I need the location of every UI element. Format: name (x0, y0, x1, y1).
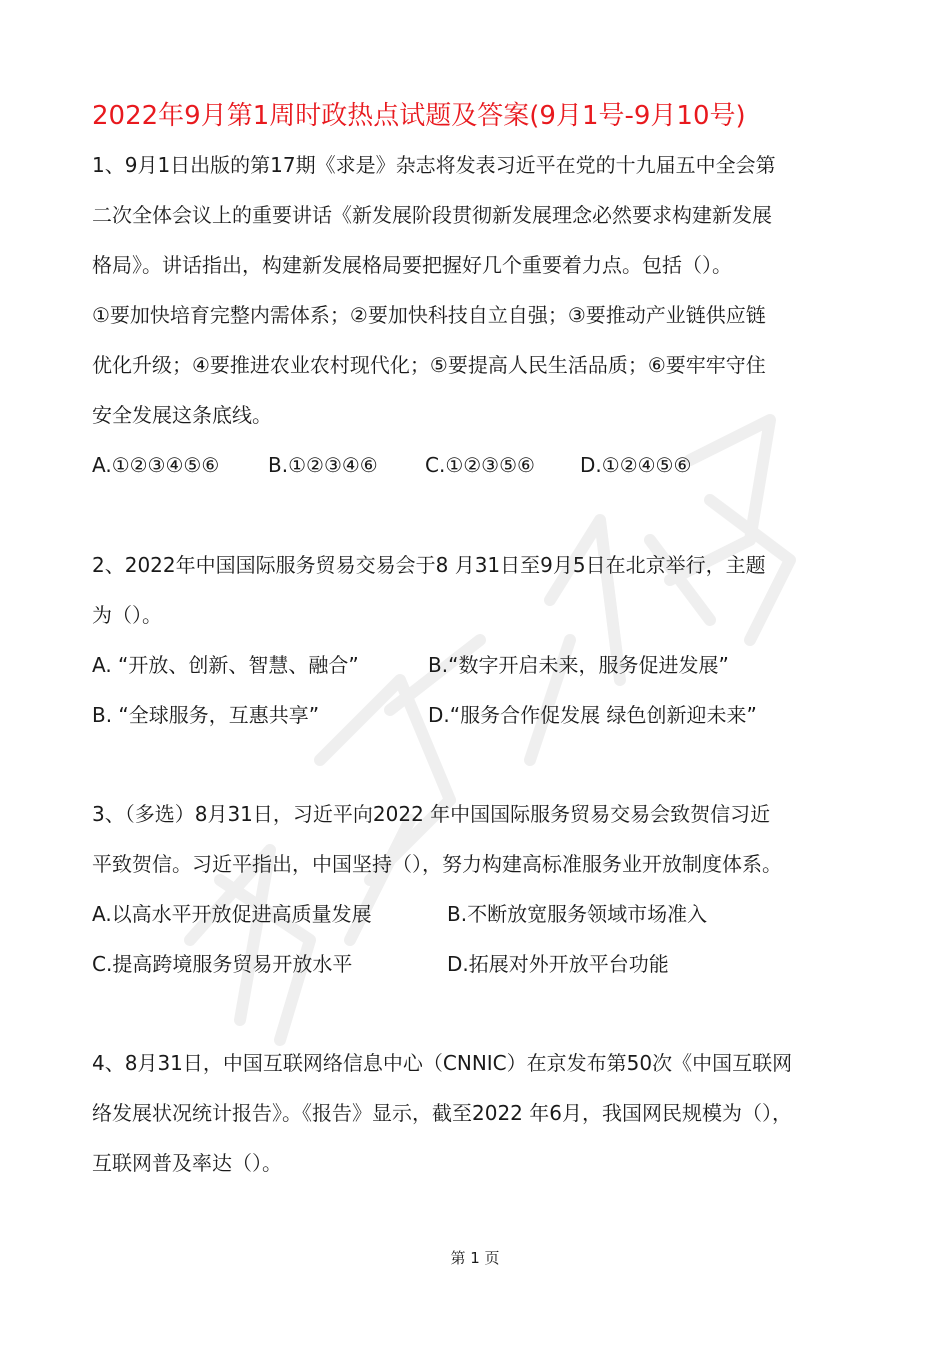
question-3-line-1: 3、（多选）8月31日，习近平向2022 年中国国际服务贸易交易会致贺信习近 (92, 802, 771, 826)
question-4-line-2: 络发展状况统计报告》。《报告》显示，截至2022 年6月，我国网民规模为（）， (92, 1101, 792, 1125)
question-1-line-5: 优化升级；④要推进农业农村现代化；⑤要提高人民生活品质；⑥要牢牢守住 (92, 353, 766, 377)
question-4-line-3: 互联网普及率达（）。 (92, 1151, 282, 1175)
question-3-option-b: B.不断放宽服务领域市场准入 (447, 902, 708, 926)
question-2-option-a: A. “开放、创新、智慧、融合” (92, 653, 359, 677)
question-1-option-d: D.①②④⑤⑥ (580, 453, 692, 477)
question-1-option-c: C.①②③⑤⑥ (425, 453, 535, 477)
question-2-option-c: B. “全球服务，互惠共享” (92, 703, 320, 727)
question-2-option-d: D.“服务合作促发展 绿色创新迎未来” (428, 703, 757, 727)
page-number: 第 1 页 (450, 1249, 500, 1267)
question-2-line-2: 为（）。 (92, 603, 162, 627)
question-1-line-3: 格局》。讲话指出，构建新发展格局要把握好几个重要着力点。包括（）。 (92, 253, 732, 277)
question-3-option-d: D.拓展对外开放平台功能 (447, 952, 669, 976)
page-title: 2022年9月第1周时政热点试题及答案(9月1号-9月10号) (92, 101, 746, 131)
question-3-option-c: C.提高跨境服务贸易开放水平 (92, 952, 353, 976)
question-2-option-b: B.“数字开启未来，服务促进发展” (428, 653, 729, 677)
question-3-line-2: 平致贺信。习近平指出，中国坚持（），努力构建高标准服务业开放制度体系。 (92, 852, 782, 876)
question-1-line-4: ①要加快培育完整内需体系；②要加快科技自立自强；③要推动产业链供应链 (92, 303, 766, 327)
question-4-line-1: 4、8月31日，中国互联网络信息中心（CNNIC）在京发布第50次《中国互联网 (92, 1051, 793, 1075)
question-2-line-1: 2、2022年中国国际服务贸易交易会于8 月31日至9月5日在北京举行，主题 (92, 553, 766, 577)
question-1-line-2: 二次全体会议上的重要讲话《新发展阶段贯彻新发展理念必然要求构建新发展 (92, 203, 772, 227)
question-1-option-b: B.①②③④⑥ (268, 453, 378, 477)
question-1-line-1: 1、9月1日出版的第17期《求是》杂志将发表习近平在党的十九届五中全会第 (92, 153, 776, 177)
question-1-line-6: 安全发展这条底线。 (92, 403, 272, 427)
question-1-option-a: A.①②③④⑤⑥ (92, 453, 220, 477)
question-3-option-a: A.以高水平开放促进高质量发展 (92, 902, 372, 926)
